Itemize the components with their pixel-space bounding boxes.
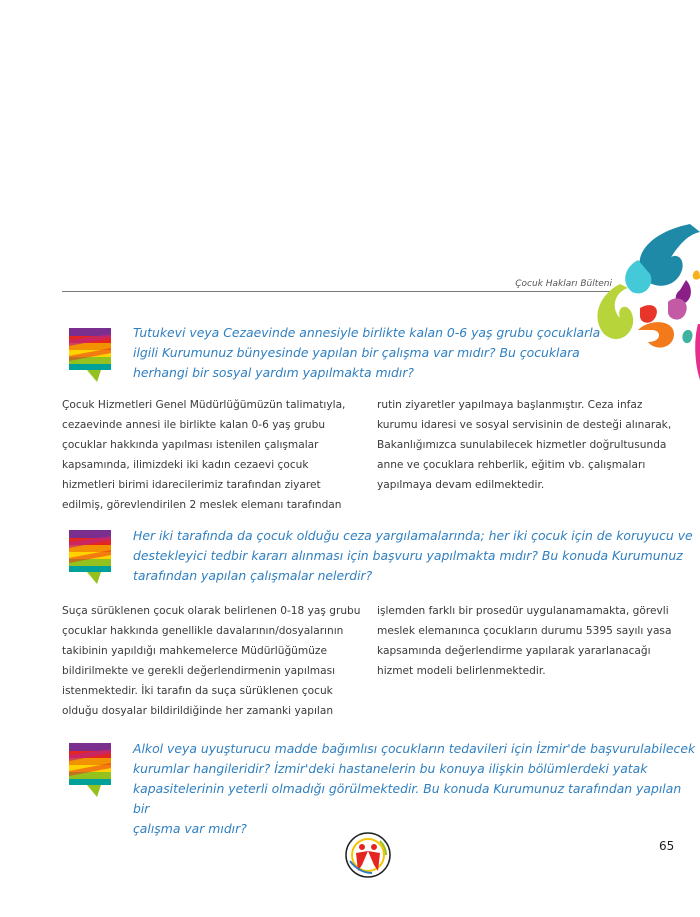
question-3: Alkol veya uyuşturucu madde bağımlısı çocukların tedavileri için İzmir'de başvurulabilecek kurumlar hangileridir? İzmir'deki hastanelerin bu konuya ilişkin bölümlerdeki yatak kapasitelerinin yeterli olmadığı görülmektedir. Bu konuda Kurumunuz tarafından yapılan bir çalışma var mıdır? <box>133 741 696 836</box>
answer-1-left-column: Çocuk Hizmetleri Genel Müdürlüğümüzün talimatıyla, cezaevinde annesi ile birlikte kalan 0-6 yaş grubu çocuklar hakkında yapılması istenilen çalışmalar kapsamında, ilimizdeki iki kadın cezaevi çocuk hizmetleri birimi idarecilerimiz tarafından ziyaret edilmiş, görevlendirilen 2 meslek elemanı tarafından <box>62 399 346 511</box>
page-number: 65 <box>659 839 675 853</box>
speech-bubble-icon <box>67 326 117 384</box>
answer-2-right-column: işlemden farklı bir prosedür uygulanamamakta, görevli meslek elemanınca çocukların durumu 5395 sayılı yasa kapsamında değerlendirme yapılarak yararlanacağı hizmet modeli belirlenmektedir. <box>377 605 672 677</box>
question-2: Her iki tarafında da çocuk olduğu ceza yargılamalarında; her iki çocuk için de koruyucu ve destekleyici tedbir kararı alınması için başvuru yapılmakta mıdır? Bu konuda Kurumunuz tarafından yapılan çalışmalar nelerdir? <box>133 528 693 583</box>
question-1: Tutukevi veya Cezaevinde annesiyle birlikte kalan 0-6 yaş grubu çocuklarla ilgili Kurumunuz bünyesinde yapılan bir çalışma var mıdır? Bu çocuklara herhangi bir sosyal yardım yapılmakta mıdır? <box>133 325 601 380</box>
bulletin-title: Çocuk Hakları Bülteni <box>515 279 612 289</box>
color-splash-decoration <box>590 222 700 382</box>
speech-bubble-icon <box>67 528 117 586</box>
answer-1-right-column: rutin ziyaretler yapılmaya başlanmıştır. Ceza infaz kurumu idaresi ve sosyal servisinin de desteği alınarak, Bakanlığımızca sunulabilecek hizmetler doğrultusunda anne ve çocuklara rehberlik, eğitim vb. çalışmaları yapılmaya devam edilmektedir. <box>377 399 672 491</box>
header-divider <box>62 291 612 292</box>
answer-2-left-column: Suça sürüklenen çocuk olarak belirlenen 0-18 yaş grubu çocuklar hakkında genellikle davalarının/dosyalarının takibinin yapıldığı mahkemelerce Müdürlüğümüze bildirilmekte ve gerekli değerlendirmenin yapılması istenmektedir. İki tarafın da suça sürüklenen çocuk olduğu dosyalar bildirildiğinde her zamanki yapılan <box>62 605 361 717</box>
speech-bubble-icon <box>67 741 117 799</box>
organization-logo <box>344 831 392 879</box>
